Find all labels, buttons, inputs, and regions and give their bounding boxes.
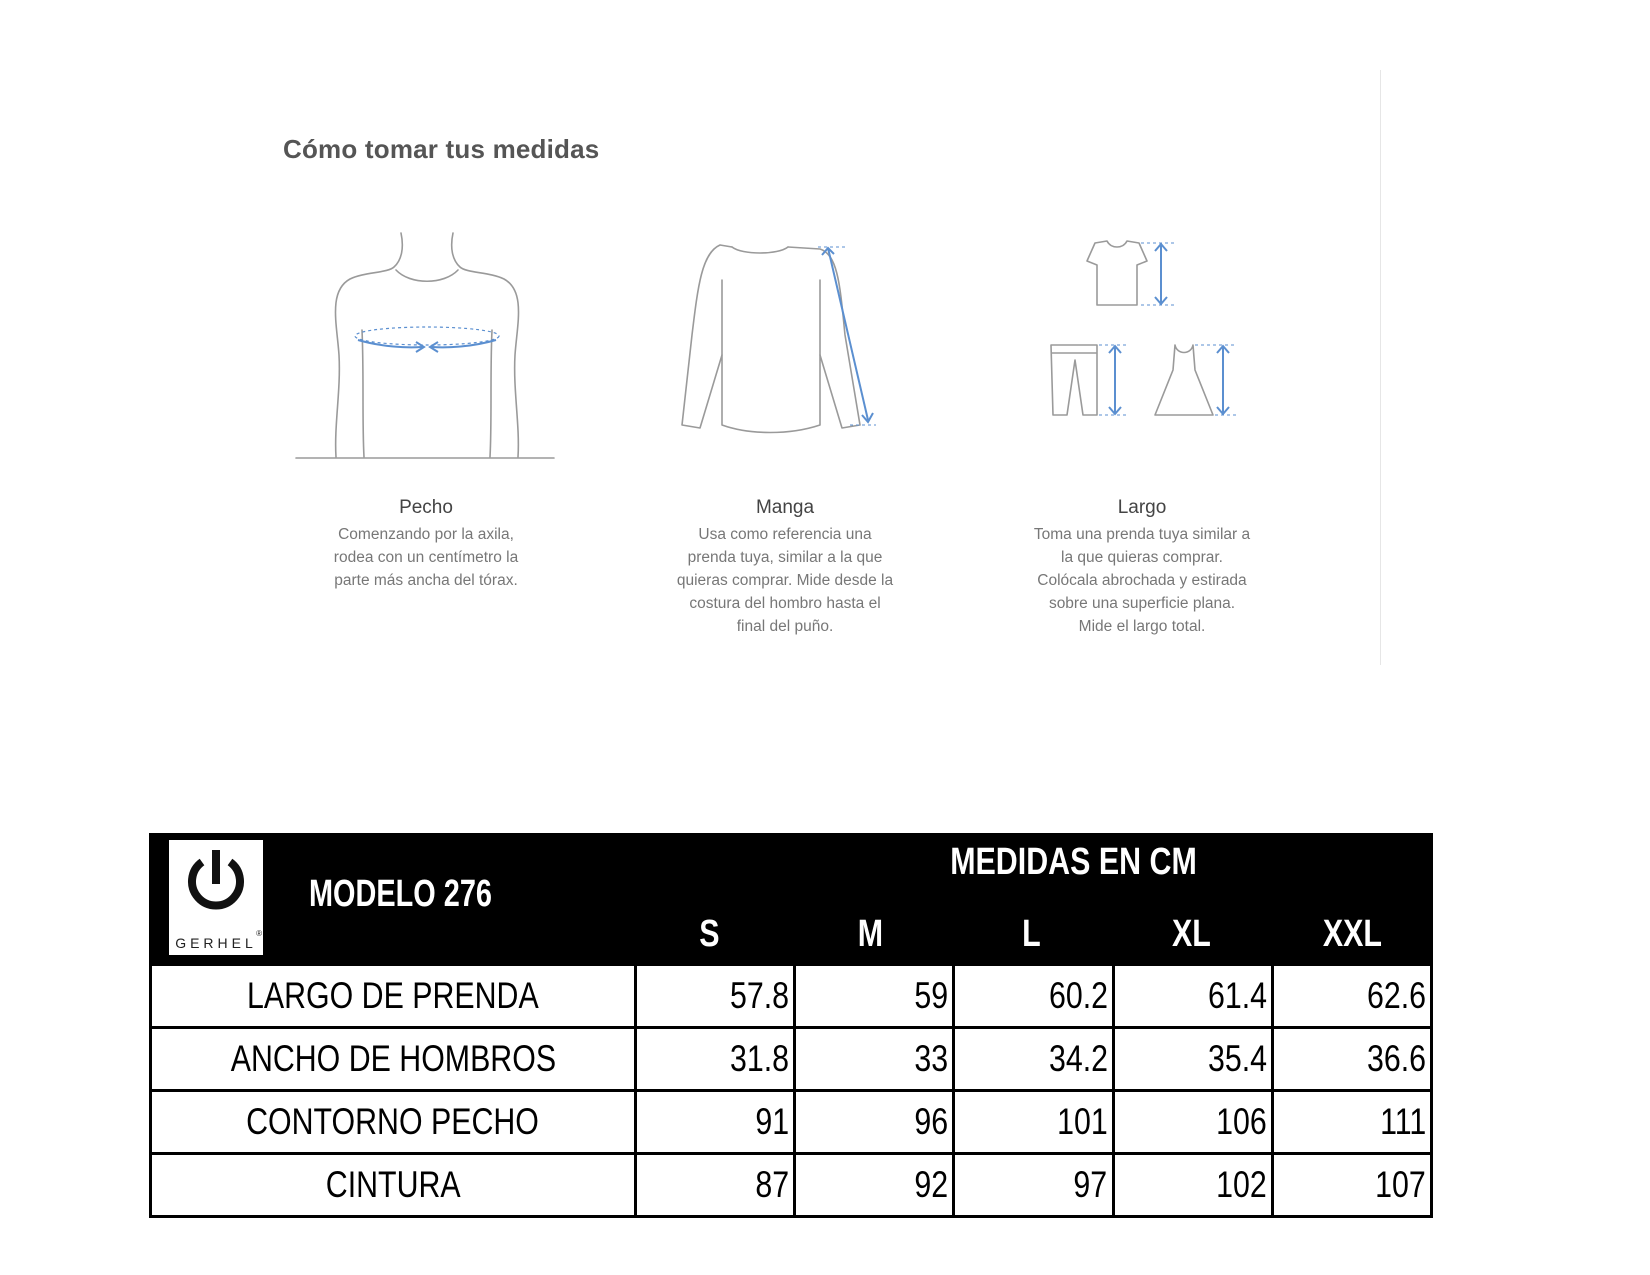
registered-mark: ® xyxy=(256,929,262,938)
size-header: L xyxy=(1021,913,1041,955)
table-cell: 59 xyxy=(914,975,949,1016)
table-cell: 57.8 xyxy=(730,975,790,1016)
row-label: CONTORNO PECHO xyxy=(246,1101,540,1142)
guide-title: Cómo tomar tus medidas xyxy=(283,134,600,164)
guide-item-sleeve xyxy=(640,497,930,638)
guide-item-line: costura del hombro hasta el xyxy=(689,595,881,612)
table-cell: 31.8 xyxy=(730,1038,790,1079)
table-cell: 87 xyxy=(755,1164,790,1205)
brand-name: GERHEL xyxy=(175,935,257,951)
guide-item-line: la que quieras comprar. xyxy=(1061,549,1223,566)
table-cell: 102 xyxy=(1216,1164,1267,1205)
guide-item-line: Colócala abrochada y estirada xyxy=(1037,572,1247,589)
size-chart-header xyxy=(149,833,1433,963)
table-cell: 101 xyxy=(1056,1101,1108,1142)
model-name: MODELO 276 xyxy=(309,873,492,915)
table-cell: 36.6 xyxy=(1366,1038,1426,1079)
table-cell: 91 xyxy=(755,1101,790,1142)
vertical-divider xyxy=(1380,70,1381,665)
brand-logo xyxy=(169,840,263,955)
guide-item-line: parte más ancha del tórax. xyxy=(334,572,518,589)
length-measure-icon xyxy=(1045,235,1245,435)
table-cell: 111 xyxy=(1379,1101,1426,1142)
row-label: ANCHO DE HOMBROS xyxy=(230,1038,556,1079)
table-cell: 97 xyxy=(1073,1164,1108,1205)
table-cell: 107 xyxy=(1375,1164,1426,1205)
table-cell: 35.4 xyxy=(1207,1038,1267,1079)
row-label: CINTURA xyxy=(325,1164,461,1205)
table-cell: 33 xyxy=(914,1038,949,1079)
guide-item-line: Mide el largo total. xyxy=(1078,618,1206,635)
row-label: LARGO DE PRENDA xyxy=(247,975,539,1016)
guide-item-line: Usa como referencia una xyxy=(698,526,872,543)
table-cell: 92 xyxy=(914,1164,949,1205)
guide-item-line: sobre una superficie plana. xyxy=(1048,595,1236,612)
size-headers xyxy=(629,913,1433,956)
sleeve-measure-icon xyxy=(670,235,910,445)
guide-item-length xyxy=(997,497,1287,638)
table-row xyxy=(151,1091,1432,1154)
table-cell: 96 xyxy=(914,1101,949,1142)
size-header: M xyxy=(857,913,883,955)
size-header: S xyxy=(699,913,720,955)
size-header: XXL xyxy=(1323,913,1383,955)
table-cell: 61.4 xyxy=(1207,975,1267,1016)
guide-item-line: Toma una prenda tuya similar a xyxy=(1033,526,1251,543)
guide-item-heading: Pecho xyxy=(399,497,453,518)
table-cell: 62.6 xyxy=(1366,975,1426,1016)
power-logo-icon xyxy=(169,840,263,932)
guide-item-line: final del puño. xyxy=(736,618,834,635)
table-cell: 60.2 xyxy=(1048,975,1108,1016)
guide-item-line: quieras comprar. Mide desde la xyxy=(676,572,894,589)
table-row xyxy=(151,965,1432,1028)
table-row xyxy=(151,1028,1432,1091)
table-row xyxy=(151,1154,1432,1217)
guide-item-line: prenda tuya, similar a la que xyxy=(687,549,883,566)
table-cell: 106 xyxy=(1216,1101,1267,1142)
measurements-table xyxy=(149,963,1433,1218)
guide-item-heading: Manga xyxy=(755,497,815,518)
units-title: MEDIDAS EN CM xyxy=(950,841,1197,883)
guide-item-heading: Largo xyxy=(1117,497,1167,518)
size-header: XL xyxy=(1172,913,1212,955)
guide-item-chest xyxy=(296,497,556,592)
guide-item-line: Comenzando por la axila, xyxy=(338,526,514,543)
size-chart xyxy=(149,833,1433,1218)
guide-item-line: rodea con un centímetro la xyxy=(333,549,519,566)
chest-measure-icon xyxy=(292,225,562,465)
table-cell: 34.2 xyxy=(1048,1038,1108,1079)
